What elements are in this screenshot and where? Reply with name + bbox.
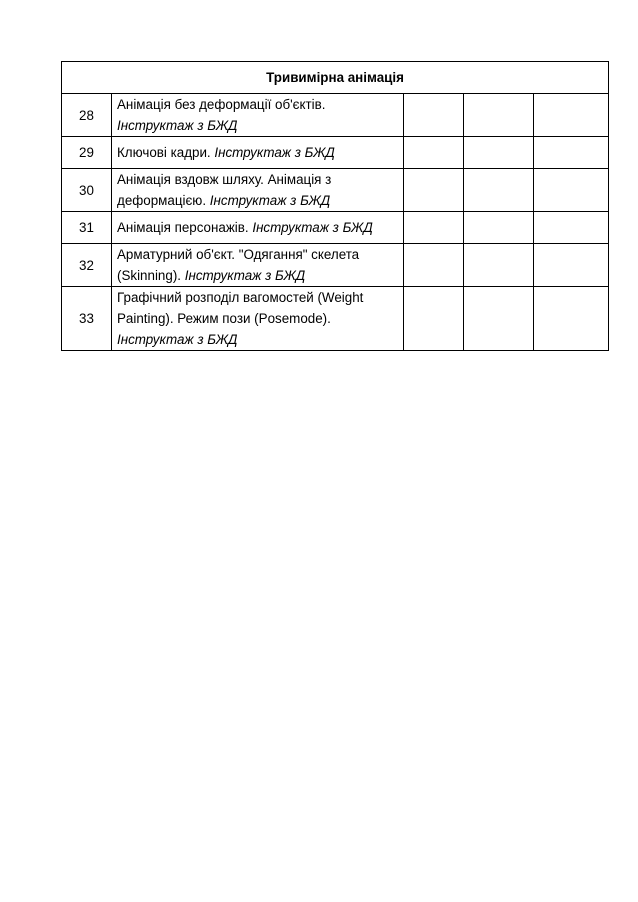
lesson-topic [112, 212, 404, 244]
empty-cell [464, 287, 534, 351]
lesson-number: 31 [62, 212, 112, 244]
topic-line [117, 142, 399, 163]
topic-italic-text: Інструктаж з БЖД [117, 118, 238, 133]
topic-text: Анімація без деформації об'єктів. [117, 97, 326, 112]
lesson-topic [112, 169, 404, 212]
empty-cell [404, 212, 464, 244]
table-row [62, 287, 609, 351]
empty-cell [534, 212, 609, 244]
topic-text: Painting). Режим пози (Posemode). [117, 311, 331, 326]
empty-cell [534, 169, 609, 212]
topic-line [117, 244, 399, 265]
topic-text: Графічний розподіл вагомостей (Weight [117, 290, 364, 305]
topic-italic-text: Інструктаж з БЖД [209, 193, 331, 208]
table-row [62, 137, 609, 169]
topic-line [117, 287, 399, 308]
topic-line [117, 217, 399, 238]
topic-text: деформацією. [117, 193, 210, 208]
empty-cell [404, 137, 464, 169]
lesson-number: 28 [62, 94, 112, 137]
empty-cell [534, 287, 609, 351]
lesson-topic [112, 94, 404, 137]
topic-line [117, 94, 399, 115]
table-row [62, 244, 609, 287]
topic-text: Анімація вздовж шляху. Анімація з [117, 172, 332, 187]
empty-cell [534, 137, 609, 169]
topic-text: Ключові кадри. [117, 145, 215, 160]
topic-text: (Skinning). [117, 268, 185, 283]
table-row [62, 169, 609, 212]
empty-cell [404, 94, 464, 137]
lesson-number: 33 [62, 287, 112, 351]
lesson-number: 30 [62, 169, 112, 212]
topic-line [117, 308, 399, 329]
topic-italic-text: Інструктаж з БЖД [117, 332, 238, 347]
empty-cell [464, 244, 534, 287]
topic-italic-text: Інструктаж з БЖД [252, 220, 373, 235]
lesson-plan-table [61, 61, 609, 351]
empty-cell [464, 169, 534, 212]
empty-cell [404, 287, 464, 351]
topic-italic-text: Інструктаж з БЖД [214, 145, 335, 160]
topic-line [117, 115, 399, 136]
topic-text: Анімація персонажів. [117, 220, 253, 235]
topic-text: Арматурний об'єкт. "Одягання" скелета [117, 247, 360, 262]
section-header-row [62, 62, 609, 94]
empty-cell [464, 94, 534, 137]
lesson-number: 29 [62, 137, 112, 169]
empty-cell [534, 244, 609, 287]
empty-cell [534, 94, 609, 137]
table-row [62, 212, 609, 244]
topic-line [117, 265, 399, 286]
empty-cell [404, 244, 464, 287]
lesson-number: 32 [62, 244, 112, 287]
empty-cell [464, 137, 534, 169]
table-row [62, 94, 609, 137]
empty-cell [404, 169, 464, 212]
section-title: Тривимірна анімація [62, 62, 609, 94]
lesson-topic [112, 287, 404, 351]
empty-cell [464, 212, 534, 244]
topic-italic-text: Інструктаж з БЖД [184, 268, 306, 283]
topic-line [117, 190, 399, 211]
topic-line [117, 329, 399, 350]
lesson-topic [112, 244, 404, 287]
topic-line [117, 169, 399, 190]
lesson-topic [112, 137, 404, 169]
